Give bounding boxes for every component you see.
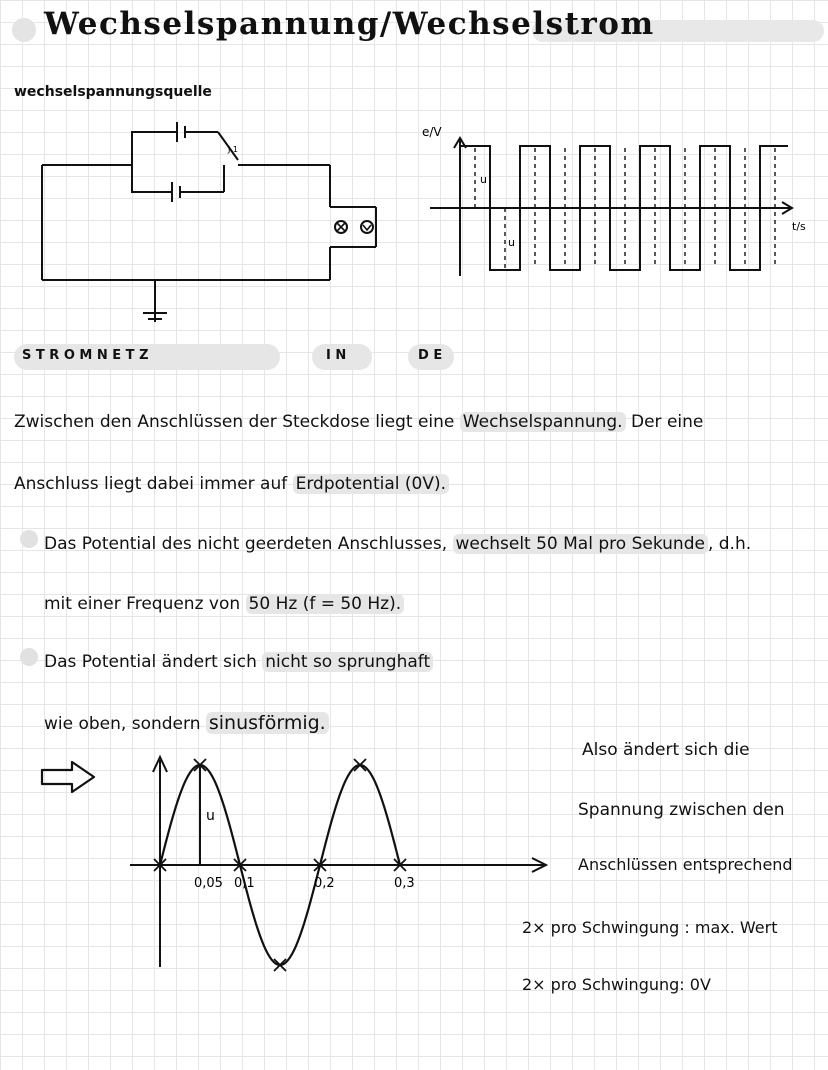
x-tick-label: 0,2 (314, 876, 335, 891)
highlight-erdpotential: Erdpotential (0V). (293, 474, 449, 494)
switch-label: J.1 (228, 145, 238, 154)
circuit-wire-lower (132, 165, 172, 192)
note-line-2: Spannung zwischen den (578, 800, 785, 820)
banner-word-3: D E (418, 348, 443, 363)
note-line-4: 2× pro Schwingung : max. Wert (522, 918, 778, 937)
bullet-dot-2 (20, 648, 38, 666)
para1-line2: Anschluss liegt dabei immer auf Erdpotential (0V). (14, 474, 449, 494)
highlight-sprunghaft: nicht so sprunghaft (262, 652, 433, 672)
highlight-sinusfoermig: sinusförmig. (206, 712, 329, 734)
bullet1-line1: Das Potential des nicht geerdeten Anschlusses, wechselt 50 Mal pro Sekunde , d.h. (44, 534, 752, 554)
note-line-1: Also ändert sich die (582, 740, 750, 760)
square-graph-x-label: t/s (792, 220, 806, 233)
amplitude-label: u (206, 808, 215, 824)
highlight-wechselspannung: Wechselspannung. (460, 412, 626, 432)
section-subtitle: wechselspannungsquelle (14, 84, 212, 100)
data-point-marker (354, 759, 366, 771)
circuit-diagram (30, 110, 390, 330)
banner-word-1: S T R O M N E T Z (22, 348, 149, 363)
banner-word-2: I N (326, 348, 347, 363)
data-point-marker (274, 959, 286, 971)
bullet2-line2: wie oben, sondern sinusförmig. (44, 712, 329, 734)
strom-netz-banner (14, 344, 454, 370)
title-bullet-dot (12, 18, 36, 42)
arrow-right-icon (40, 760, 100, 794)
x-tick-label: 0,3 (394, 876, 415, 891)
bullet2-line1: Das Potential ändert sich nicht so sprunghaft (44, 652, 433, 672)
highlight-wechselt: wechselt 50 Mal pro Sekunde (453, 534, 708, 554)
square-graph-amplitude-bottom: u (508, 236, 515, 249)
square-graph-y-label: e/V (422, 125, 442, 139)
circuit-wire-upper (42, 132, 177, 165)
note-line-3: Anschlüssen entsprechend (578, 855, 793, 874)
para1-line1: Zwischen den Anschlüssen der Steckdose liegt eine Wechselspannung. Der eine (14, 412, 704, 432)
sine-wave-chart (120, 745, 560, 975)
page-title: Wechselspannung/Wechselstrom (44, 6, 655, 42)
bullet1-line2: mit einer Frequenz von 50 Hz (f = 50 Hz). (44, 594, 404, 614)
lamp-icon-1 (335, 221, 347, 233)
square-graph-amplitude-top: u (480, 173, 487, 186)
lamp-icon-2 (361, 221, 373, 233)
x-tick-label: 0,05 (194, 876, 223, 891)
highlight-frequenz: 50 Hz (f = 50 Hz). (246, 594, 405, 614)
bullet-dot-1 (20, 530, 38, 548)
note-line-5: 2× pro Schwingung: 0V (522, 975, 711, 994)
x-tick-label: 0,1 (234, 876, 255, 891)
square-wave-graph (418, 118, 818, 288)
